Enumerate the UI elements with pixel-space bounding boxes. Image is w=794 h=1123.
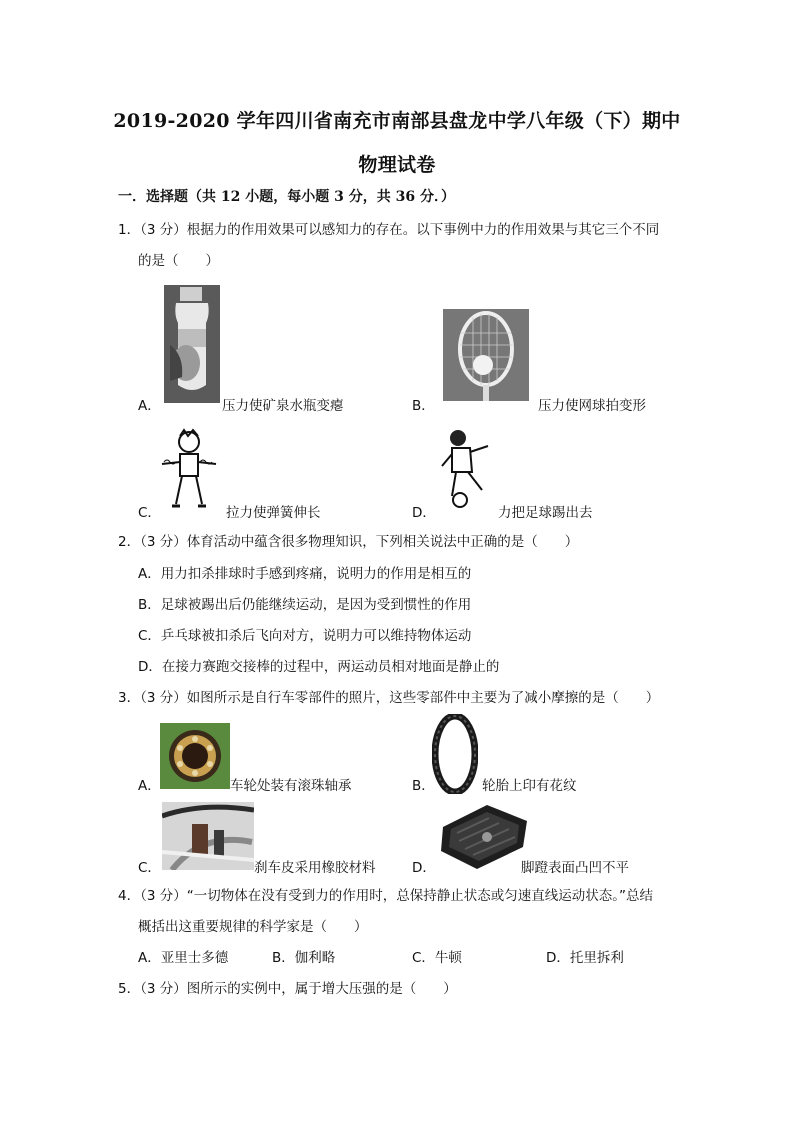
q1-option-c-image	[160, 428, 218, 512]
q3-option-d-text: 脚蹬表面凸凹不平	[521, 860, 629, 876]
q4-option-d: D．托里拆利	[546, 950, 624, 966]
q3-option-a-text: 车轮处装有滚珠轴承	[230, 778, 352, 794]
q1-option-a-text: 压力使矿泉水瓶变瘪	[222, 398, 344, 414]
q4-option-b: B．伽利略	[272, 950, 336, 966]
q3-option-c-letter: C．	[138, 860, 161, 876]
q2-option-b: B．足球被踢出后仍能继续运动，是因为受到惯性的作用	[138, 597, 472, 613]
q1-option-d-image	[438, 426, 492, 510]
q3-option-b-letter: B．	[412, 778, 435, 794]
q3-option-a-letter: A．	[138, 778, 161, 794]
q3-stem: 3．（3 分）如图所示是自行车零部件的照片，这些零部件中主要为了减小摩擦的是（ ）	[118, 690, 660, 706]
q2-option-d: D．在接力赛跑交接棒的过程中，两运动员相对地面是静止的	[138, 659, 500, 675]
q2-option-c: C．乒乓球被扣杀后飞向对方，说明力可以维持物体运动	[138, 628, 472, 644]
q4-stem-line2: 概括出这重要规律的科学家是（ ）	[138, 919, 368, 935]
q4-stem-line1: 4．（3 分）“一切物体在没有受到力的作用时，总保持静止状态或匀速直线运动状态。”总结	[118, 888, 653, 904]
q4-option-a: A．亚里士多德	[138, 950, 229, 966]
q1-option-c-text: 拉力使弹簧伸长	[226, 505, 321, 521]
q3-option-a-image	[160, 723, 230, 789]
q4-option-c: C．牛顿	[412, 950, 462, 966]
q3-option-b-text: 轮胎上印有花纹	[482, 778, 577, 794]
q1-stem-line2: 的是（ ）	[138, 253, 219, 269]
document-title-line2: 物理试卷	[358, 154, 436, 176]
q1-stem-line1: 1．（3 分）根据力的作用效果可以感知力的存在。以下事例中力的作用效果与其它三个不同	[118, 222, 660, 238]
q2-option-a: A．用力扣杀排球时手感到疼痛，说明力的作用是相互的	[138, 566, 472, 582]
q3-option-c-text: 刹车皮采用橡胶材料	[254, 860, 376, 876]
q1-option-b-image	[443, 309, 529, 401]
q3-option-d-letter: D．	[412, 860, 436, 876]
q1-option-d-text: 力把足球踢出去	[498, 505, 593, 521]
q3-option-b-image	[432, 714, 478, 794]
q1-option-a-image	[164, 285, 220, 403]
q1-option-b-letter: B．	[412, 398, 435, 414]
q1-option-b-text: 压力使网球拍变形	[538, 398, 646, 414]
q2-stem: 2．（3 分）体育活动中蕴含很多物理知识，下列相关说法中正确的是（ ）	[118, 534, 579, 550]
q1-option-c-letter: C．	[138, 505, 161, 521]
q5-stem: 5．（3 分）图所示的实例中，属于增大压强的是（ ）	[118, 981, 457, 997]
document-title-line1: 2019-2020 学年四川省南充市南部县盘龙中学八年级（下）期中	[113, 110, 681, 132]
section-heading: 一．选择题（共 12 小题，每小题 3 分，共 36 分．）	[118, 189, 455, 205]
q3-option-c-image	[162, 802, 254, 870]
q1-option-a-letter: A．	[138, 398, 161, 414]
q1-option-d-letter: D．	[412, 505, 436, 521]
q3-option-d-image	[437, 797, 531, 872]
